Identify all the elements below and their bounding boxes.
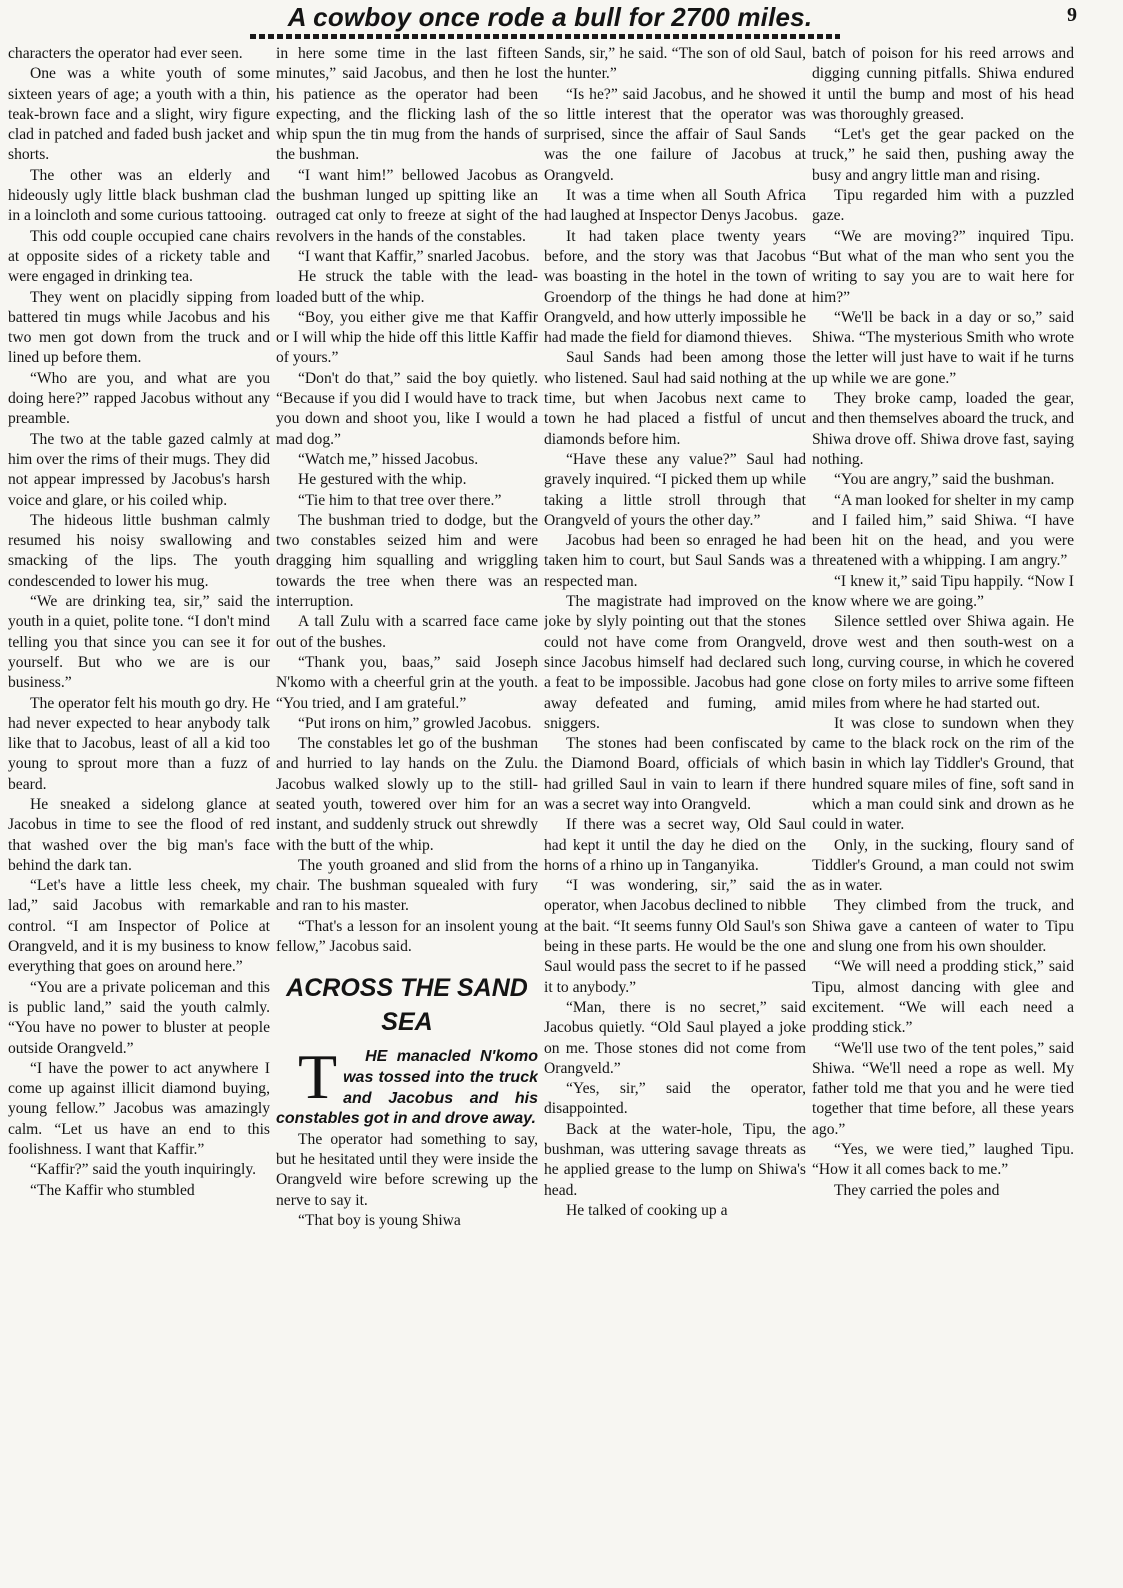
paragraph: The operator had something to say, but he hesitated until they were inside the Orangveld wire before screwing up the nerve to say it. <box>276 1130 538 1209</box>
paragraph: “We'll be back in a day or so,” said Shiwa. “The mysterious Smith who wrote the letter will just have to wait if he turns up while we are gone.” <box>812 308 1074 387</box>
paragraph: “Is he?” said Jacobus, and he showed so little interest that the operator was surprised, since the affair of Saul Sands was the one failure of Jacobus at Orangveld. <box>544 85 806 184</box>
paragraph: He struck the table with the lead-loaded butt of the whip. <box>276 268 538 306</box>
paragraph: It had taken place twenty years before, and the story was that Jacobus was boasting in the hotel in the town of Groendorp of the things he had done at Orangveld, and how utterly impossible he had made the field for diamond thieves. <box>544 227 806 347</box>
header-rule <box>250 34 840 39</box>
paragraph: “That's a lesson for an insolent young fellow,” Jacobus said. <box>276 917 538 956</box>
drop-cap: T <box>298 1041 338 1113</box>
paragraph: They carried the poles and <box>834 1181 1000 1199</box>
paragraph: “Yes, we were tied,” laughed Tipu. “How it all comes back to me.” <box>812 1141 1074 1179</box>
paragraph: “Man, there is no secret,” said Jacobus quietly. “Old Saul played a joke on me. Those stones did not come from Orangveld.” <box>544 998 806 1077</box>
paragraph: “I knew it,” said Tipu happily. “Now I know where we are going.” <box>812 572 1074 611</box>
paragraph: batch of poison for his reed arrows and digging cunning pitfalls. Shiwa endured it until the bump and most of his head was thoroughly greased. <box>812 45 1074 123</box>
paragraph: “I was wondering, sir,” said the operator, when Jacobus declined to nibble at the bait. “It seems funny Old Saul's son being in these parts. He would be the one Saul would pass the secret to if he passed it to anybody.” <box>544 877 806 996</box>
paragraph: Tipu regarded him with a puzzled gaze. <box>812 187 1074 225</box>
paragraph: Jacobus had been so enraged he had taken him to court, but Saul Sands was a respected man. <box>544 532 806 590</box>
paragraph: Saul Sands had been among those who listened. Saul had said nothing at the time, but when Jacobus next came to town he had placed a fistful of uncut diamonds before him. <box>544 349 806 448</box>
paragraph: They went on placidly sipping from battered tin mugs while Jacobus and his two men got down from the truck and lined up before them. <box>8 288 270 367</box>
paragraph: “We will need a prodding stick,” said Tipu, almost dancing with glee and excitement. “We will each need a prodding stick.” <box>812 958 1074 1037</box>
paragraph: This odd couple occupied cane chairs at opposite sides of a rickety table and were engaged in drinking tea. <box>8 227 270 286</box>
paragraph: “We are drinking tea, sir,” said the youth in a quiet, polite tone. “I don't mind telling you that since you can see it for yourself. But who we are is our business.” <box>8 593 270 692</box>
paragraph: “Let's have a little less cheek, my lad,” said Jacobus with remarkable control. “I am Inspector of Police at Orangveld, and it is my business to know everything that goes on around here.” <box>8 877 270 976</box>
paragraph: “The Kaffir who stumbled <box>30 1181 195 1199</box>
paragraph: The other was an elderly and hideously ugly little black bushman clad in a loincloth and some curious tattooing. <box>8 166 270 225</box>
paragraph: “Boy, you either give me that Kaffir or I will whip the hide off this little Kaffir of yours.” <box>276 308 538 367</box>
paragraph: Silence settled over Shiwa again. He drove west and then south-west on a long, curving course, in which he covered close on forty miles to arrive some fifteen miles from where he had started out. <box>812 613 1074 712</box>
lede-text: HE manacled N'komo was tossed into the truck and Jacobus and his constables got in and drove away. <box>276 1048 538 1128</box>
paragraph: It was close to sundown when they came to the black rock on the rim of the basin in which lay Tiddler's Ground, that hundred square miles of fine, soft sand in which a man could sink and drown as he could in water. <box>812 714 1074 834</box>
paragraph: “Don't do that,” said the boy quietly. “Because if you did I would have to track you down and shoot you, like I would a mad dog.” <box>276 369 538 448</box>
paragraph: “Thank you, baas,” said Joseph N'komo with a cheerful grin at the youth. “You tried, and I am grateful.” <box>276 653 538 712</box>
paragraph: They climbed from the truck, and Shiwa gave a canteen of water to Tipu and slung one from his own shoulder. <box>812 897 1074 956</box>
paragraph: Back at the water-hole, Tipu, the bushman, was uttering savage threats as he applied grease to the lump on Shiwa's head. <box>544 1120 806 1199</box>
paragraph: “I want him!” bellowed Jacobus as the bushman lunged up spitting like an outraged cat only to freeze at sight of the revolvers in the hands of the constables. <box>276 166 538 245</box>
paragraph: “Tie him to that tree over there.” <box>298 491 502 509</box>
paragraph: The bushman tried to dodge, but the two constables seized him and were dragging him squalling and wriggling towards the tree when there was an interruption. <box>276 511 538 611</box>
paragraph: “I have the power to act anywhere I come up against illicit diamond buying, young fellow.” Jacobus was amazingly calm. “Let us have an end to this foolishness. I want that Kaffir.” <box>8 1059 270 1159</box>
page-header <box>0 0 1123 42</box>
header-title: A cowboy once rode a bull for 2700 miles. <box>287 2 813 32</box>
paragraph: “Put irons on him,” growled Jacobus. <box>298 714 532 732</box>
paragraph: “We are moving?” inquired Tipu. “But what of the man who sent you the writing to say you are to wait here for him?” <box>812 227 1074 306</box>
column-4 <box>812 44 1074 1584</box>
paragraph: He sneaked a sidelong glance at Jacobus in time to see the flood of red that washed over the big man's face behind the dark tan. <box>8 795 270 874</box>
paragraph: Only, in the sucking, floury sand of Tiddler's Ground, a man could not swim as in water. <box>812 836 1074 895</box>
column-3 <box>544 44 806 1584</box>
paragraph: If there was a secret way, Old Saul had kept it until the day he died on the horns of a rhino up in Tanganyika. <box>544 816 806 874</box>
paragraph: The two at the table gazed calmly at him over the rims of their mugs. They did not appear impressed by Jacobus's harsh voice and glare, or his coiled whip. <box>8 430 270 509</box>
paragraph: The magistrate had improved on the joke by slyly pointing out that the stones could not have come from Orangveld, since Jacobus himself had declared such a feat to be impossible. Jacobus had gone away defeated and fuming, amid sniggers. <box>544 593 806 732</box>
paragraph: They broke camp, loaded the gear, and then themselves aboard the truck, and Shiwa drove off. Shiwa drove fast, saying nothing. <box>812 390 1074 468</box>
column-2 <box>276 44 538 1584</box>
column-1 <box>8 44 270 1584</box>
paragraph: One was a white youth of some sixteen years of age; a youth with a thin, teak-brown face and a slight, wiry figure clad in patched and faded bush jacket and shorts. <box>8 65 270 164</box>
paragraph: It was a time when all South Africa had laughed at Inspector Denys Jacobus. <box>544 187 806 225</box>
paragraph: He gestured with the whip. <box>298 471 467 489</box>
paragraph: “You are angry,” said the bushman. <box>834 471 1055 489</box>
paragraph: “You are a private policeman and this is public land,” said the youth calmly. “You have no power to bluster at people outside Orangveld.” <box>8 978 270 1057</box>
paragraph: “Let's get the gear packed on the truck,” he said then, pushing away the busy and angry little man and rising. <box>812 126 1074 184</box>
paragraph: characters the operator had ever seen. <box>8 45 243 62</box>
page-number: 9 <box>1067 4 1077 26</box>
paragraph: “Watch me,” hissed Jacobus. <box>298 450 479 468</box>
paragraph: The hideous little bushman calmly resumed his noisy swallowing and smacking of the lips. The youth condescended to lower his mug. <box>8 511 270 590</box>
paragraph: “Yes, sir,” said the operator, disappointed. <box>544 1080 806 1118</box>
section-subhead: ACROSS THE SAND SEA <box>286 974 528 1037</box>
paragraph: “Have these any value?” Saul had gravely inquired. “I picked them up while taking a little stroll through that Orangveld of yours the other day.” <box>544 450 806 529</box>
paragraph: A tall Zulu with a scarred face came out of the bushes. <box>276 613 538 651</box>
paragraph: “I want that Kaffir,” snarled Jacobus. <box>298 247 530 265</box>
paragraph: The youth groaned and slid from the chair. The bushman squealed with fury and ran to his master. <box>276 856 538 915</box>
paragraph: He talked of cooking up a <box>566 1201 728 1219</box>
paragraph: “Who are you, and what are you doing here?” rapped Jacobus without any preamble. <box>8 369 270 428</box>
paragraph: “That boy is young Shiwa <box>298 1211 461 1229</box>
paragraph: “Kaffir?” said the youth inquiringly. <box>30 1161 257 1179</box>
paragraph: The constables let go of the bushman and hurried to lay hands on the Zulu. Jacobus walked slowly up to the still-seated youth, towered over him for an instant, and suddenly struck out shrewdly with the butt of the whip. <box>276 735 538 854</box>
paragraph: The operator felt his mouth go dry. He had never expected to hear anybody talk like that to Jacobus, least of all a kid too young to sprout more than a fuzz of beard. <box>8 694 270 793</box>
paragraph: in here some time in the last fifteen minutes,” said Jacobus, and then he lost his patience as the operator had been expecting, and the flicking lash of the whip spun the tin mug from the hands of the bushman. <box>276 45 538 164</box>
lede-paragraph <box>276 1041 538 1129</box>
paragraph: “We'll use two of the tent poles,” said Shiwa. “We'll need a rope as well. My father told me that you and he were tied together that time before, all these years ago.” <box>812 1039 1074 1138</box>
paragraph: “A man looked for shelter in my camp and I failed him,” said Shiwa. “I have been hit on the head, and you were threatened with a whipping. I am angry.” <box>812 491 1074 570</box>
paragraph: Sands, sir,” he said. “The son of old Saul, the hunter.” <box>544 45 806 83</box>
paragraph: The stones had been confiscated by the Diamond Board, officials of which had grilled Saul in vain to learn if there was a secret way into Orangveld. <box>544 735 806 813</box>
